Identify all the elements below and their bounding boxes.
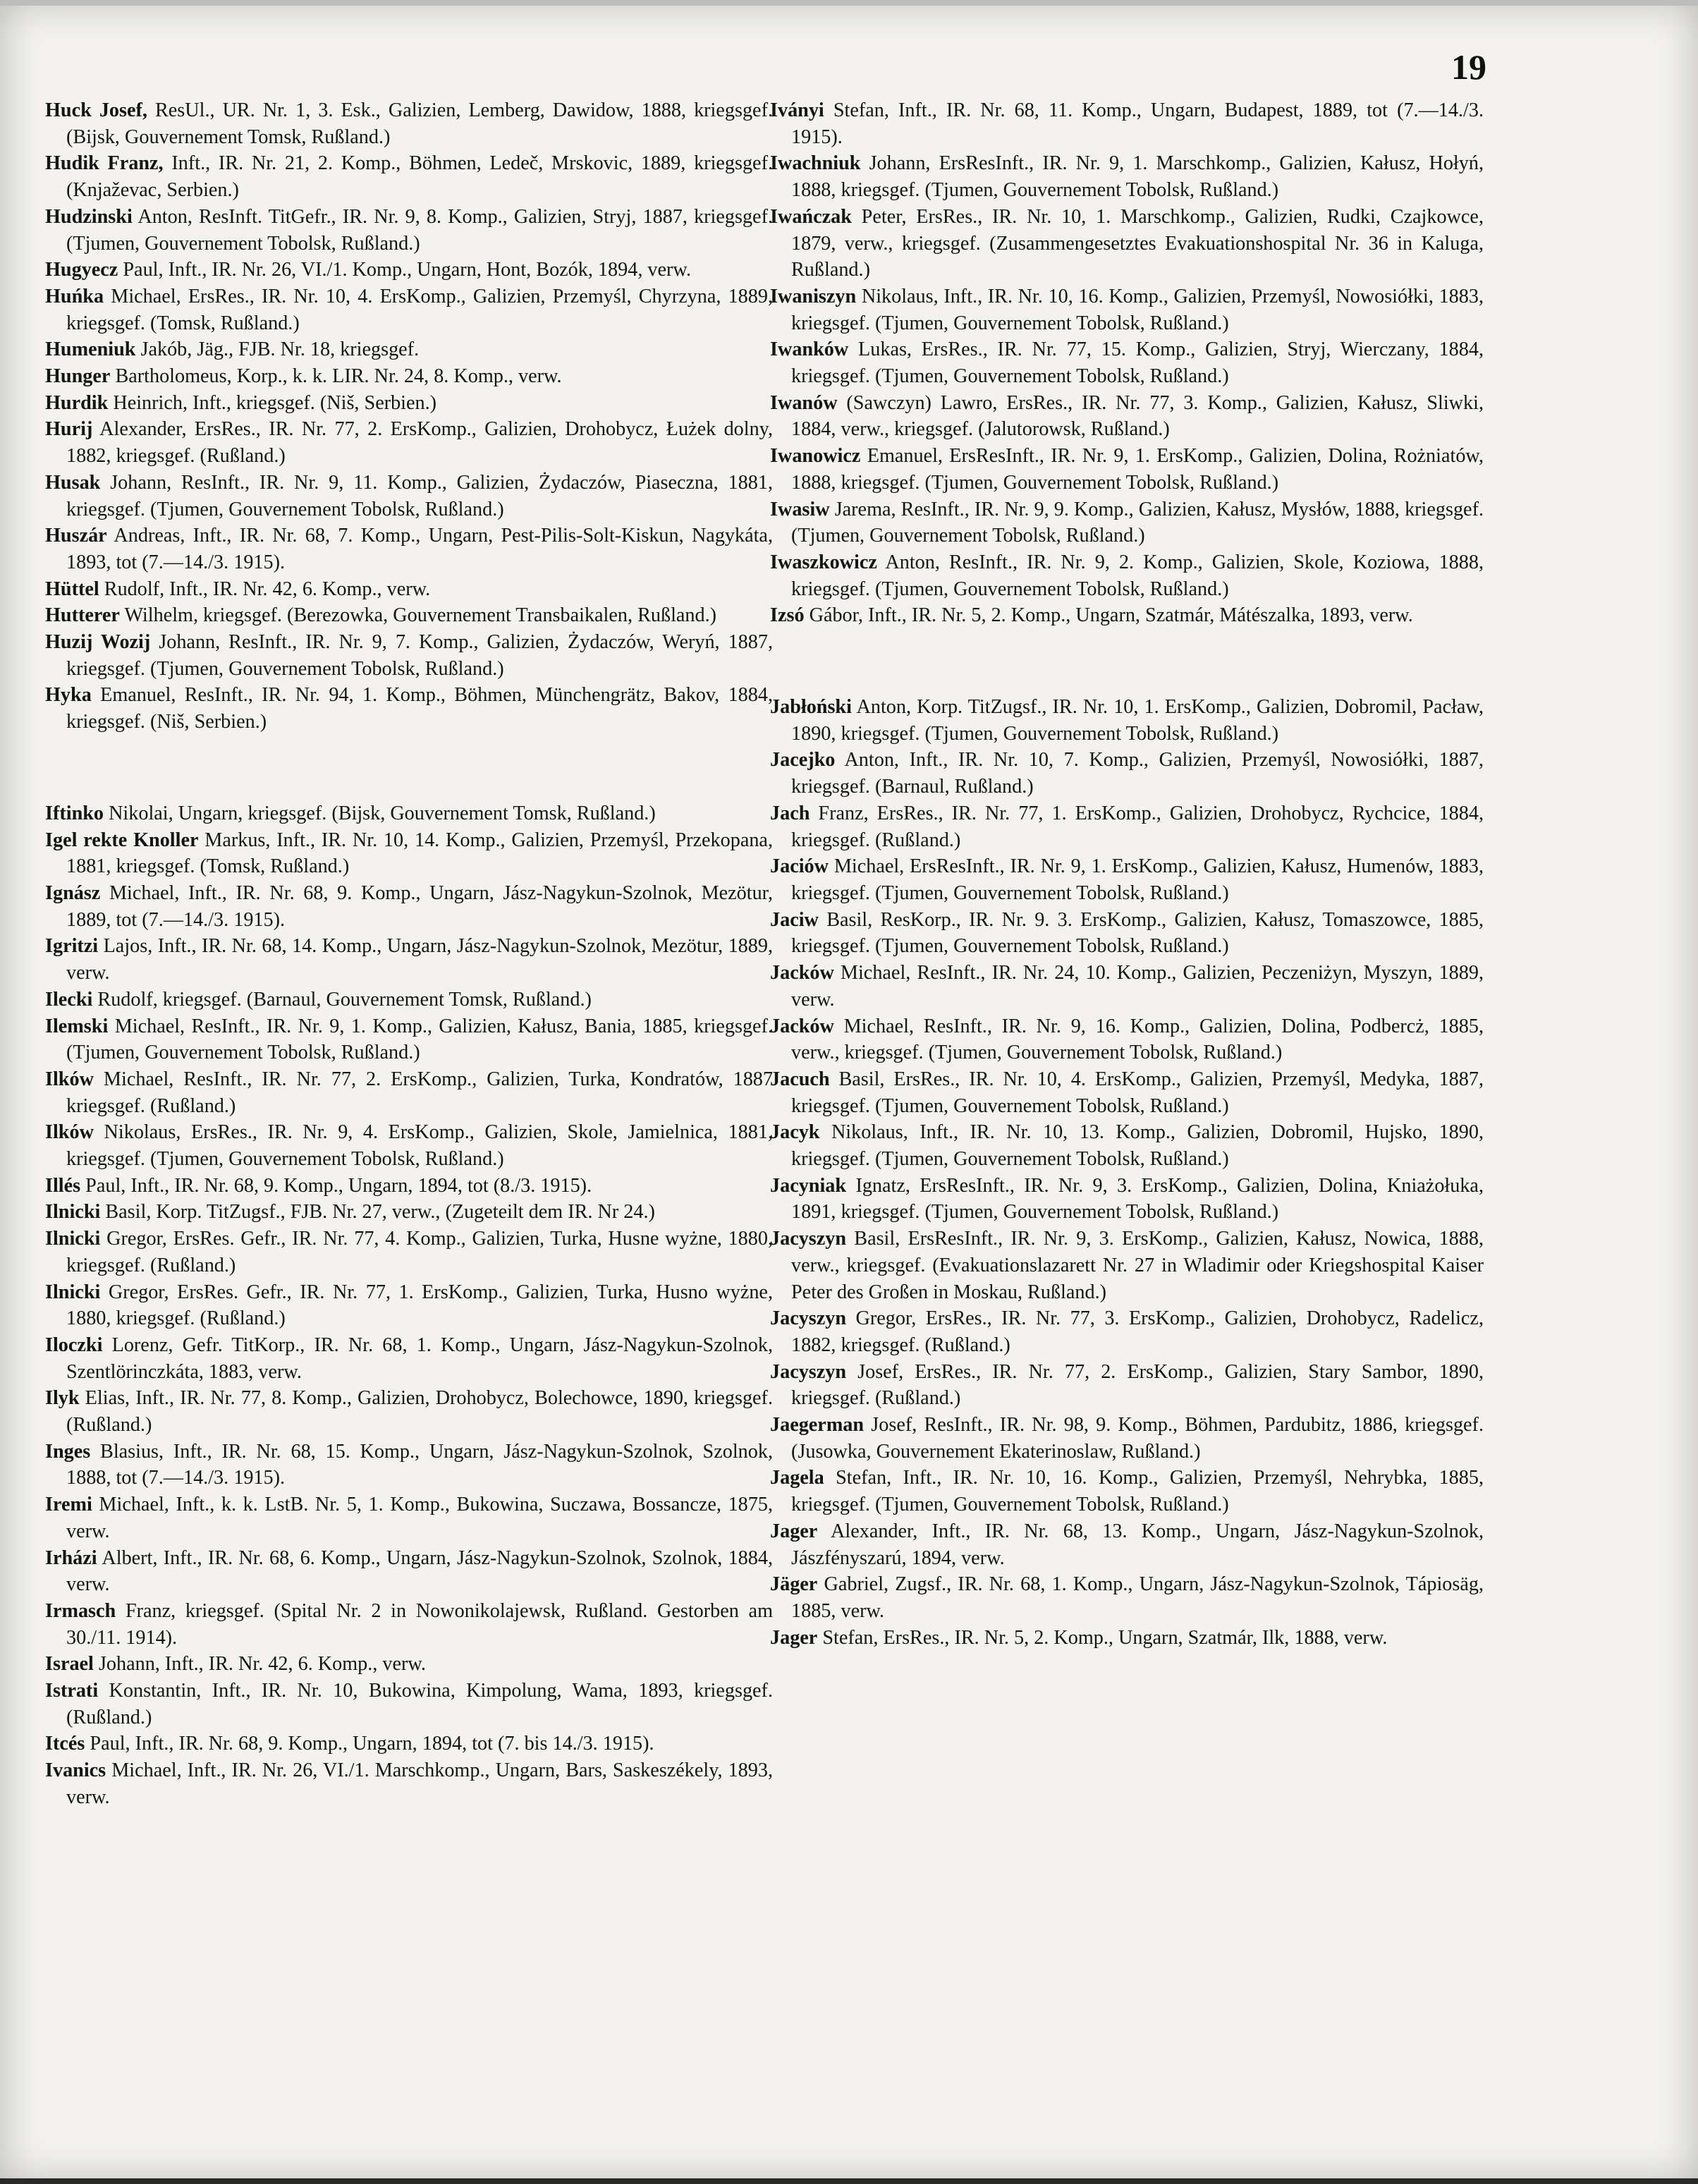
list-entry: [770, 1173, 1484, 1226]
entry-details: Lukas, ErsRes., IR. Nr. 77, 15. Komp., Galizien, Stryj, Wierczany, 1884, kriegsgef. (Tjumen, Gouvernement Tobolsk, Rußland.): [791, 338, 1484, 388]
entry-details: Johann, ResInft., IR. Nr. 9, 11. Komp., Galizien, Żydaczów, Piaseczna, 1881, kriegsgef. (Tjumen, Gouvernement Tobolsk, Rußland.): [66, 471, 773, 520]
entry-surname: Ilków: [45, 1121, 94, 1144]
entry-details: Jakób, Jäg., FJB. Nr. 18, kriegsgef.: [135, 338, 420, 361]
list-entry: [45, 416, 773, 469]
entry-surname: Ivanics: [45, 1759, 106, 1782]
list-entry: [770, 1465, 1484, 1518]
entry-details: Andreas, Inft., IR. Nr. 68, 7. Komp., Ungarn, Pest-Pilis-Solt-Kiskun, Nagykáta, 1893, tot (7.—14./3. 1915).: [66, 525, 773, 573]
list-entry: [770, 1571, 1484, 1624]
list-entry: [45, 1757, 773, 1810]
entry-surname: Iwanowicz: [770, 445, 861, 468]
entry-details: Anton, ResInft. TitGefr., IR. Nr. 9, 8. Komp., Galizien, Stryj, 1887, kriegsgef. (Tjumen, Gouvernement Tobolsk, Rußland.): [66, 205, 773, 255]
entry-details: Johann, ResInft., IR. Nr. 9, 7. Komp., Galizien, Żydaczów, Weryń, 1887, kriegsgef. (Tjumen, Gouvernement Tobolsk, Rußland.): [66, 631, 774, 680]
section-gap: [770, 629, 1484, 694]
list-entry: [45, 602, 773, 629]
entry-surname: Ilemski: [45, 1015, 109, 1037]
list-entry: [45, 1731, 773, 1757]
list-entry: [45, 933, 773, 986]
entry-surname: Jacejko: [770, 749, 836, 771]
entry-details: Michael, ResInft., IR. Nr. 9, 1. Komp., Galizien, Kałusz, Bania, 1885, kriegsgef. (Tjumen, Gouvernement Tobolsk, Rußland.): [66, 1015, 773, 1064]
list-entry: [770, 1359, 1484, 1412]
list-entry: [770, 602, 1484, 629]
list-entry: [45, 682, 773, 735]
list-entry: [770, 204, 1484, 283]
entry-surname: Huńka: [45, 285, 104, 307]
entry-surname: Igritzi: [45, 935, 99, 958]
list-entry: [770, 283, 1484, 336]
list-entry: [770, 694, 1484, 747]
entry-details: Markus, Inft., IR. Nr. 10, 14. Komp., Galizien, Przemyśl, Przekopana, 1881, kriegsgef. (Tomsk, Rußland.): [66, 829, 773, 878]
list-entry: [45, 1066, 773, 1119]
list-entry: [770, 97, 1484, 150]
entry-surname: Hutterer: [45, 604, 120, 627]
list-entry: [45, 257, 773, 283]
list-entry: [45, 1173, 773, 1200]
list-entry: [45, 1226, 773, 1279]
list-entry: [45, 1439, 773, 1491]
entry-details: Rudolf, kriegsgef. (Barnaul, Gouvernement Tomsk, Rußland.): [92, 988, 592, 1011]
entry-surname: Hurdik: [45, 391, 109, 414]
entry-surname: Igel rekte Knoller: [45, 829, 199, 851]
entry-details: Ignatz, ErsResInft., IR. Nr. 9, 3. ErsKomp., Galizien, Dolina, Kniażołuka, 1891, kriegsgef. (Tjumen, Gouvernement Tobolsk, Rußland.): [791, 1174, 1484, 1224]
entry-details: Basil, ResKorp., IR. Nr. 9. 3. ErsKomp., Galizien, Kałusz, Tomaszowce, 1885, kriegsgef. (Tjumen, Gouvernement Tobolsk, Rußland.): [791, 908, 1484, 958]
list-entry: [770, 549, 1484, 602]
list-entry: [45, 1279, 773, 1332]
entry-surname: Hyka: [45, 684, 92, 707]
entry-details: Gabriel, Zugsf., IR. Nr. 68, 1. Komp., Ungarn, Jász-Nagykun-Szolnok, Tápiosäg, 1885, verw.: [791, 1573, 1484, 1622]
entry-surname: Iwachniuk: [770, 152, 861, 175]
entry-details: Anton, Inft., IR. Nr. 10, 7. Komp., Galizien, Przemyśl, Nowosiółki, 1887, kriegsgef. (Barnaul, Rußland.): [791, 749, 1484, 798]
entry-surname: Hugyecz: [45, 259, 118, 281]
entry-details: Lorenz, Gefr. TitKorp., IR. Nr. 68, 1. Komp., Ungarn, Jász-Nagykun-Szolnok, Szentlörinczkáta, 1883, verw.: [66, 1334, 773, 1383]
entry-surname: Jager: [770, 1520, 818, 1542]
list-entry: [45, 629, 773, 682]
list-entry: [45, 283, 773, 336]
list-entry: [770, 1119, 1484, 1172]
entry-details: Nikolaus, Inft., IR. Nr. 10, 16. Komp., Galizien, Przemyśl, Nowosiółki, 1883, kriegsgef. (Tjumen, Gouvernement Tobolsk, Rußland.): [791, 285, 1484, 334]
list-entry: [45, 987, 773, 1013]
entry-surname: Jäger: [770, 1573, 818, 1596]
list-entry: [45, 97, 773, 150]
entry-surname: Irmasch: [45, 1599, 116, 1622]
entry-surname: Jacków: [770, 1015, 834, 1037]
entry-surname: Jaciów: [770, 855, 829, 878]
list-entry: [45, 576, 773, 603]
list-entry: [45, 880, 773, 933]
entry-details: (Sawczyn) Lawro, ErsRes., IR. Nr. 77, 3. Komp., Galizien, Kałusz, Sliwki, 1884, verw., kriegsgef. (Jalutorowsk, Rußland.): [791, 391, 1484, 441]
list-entry: [45, 800, 773, 827]
list-entry: [45, 390, 773, 417]
entry-details: Emanuel, ErsResInft., IR. Nr. 9, 1. ErsKomp., Galizien, Dolina, Rożniatów, 1888, kriegsgef. (Tjumen, Gouvernement Tobolsk, Rußland.): [791, 445, 1484, 494]
entry-surname: Humeniuk: [45, 338, 136, 361]
entry-surname: Jabłoński: [770, 696, 852, 719]
entry-details: Alexander, ErsRes., IR. Nr. 77, 2. ErsKomp., Galizien, Drohobycz, Łużek dolny, 1882, kriegsgef. (Rußland.): [66, 418, 773, 468]
entry-surname: Iwanków: [770, 338, 849, 361]
list-entry: [770, 1226, 1484, 1305]
list-entry: [770, 1066, 1484, 1119]
entry-surname: Hudik Franz,: [45, 152, 164, 175]
list-entry: [770, 390, 1484, 443]
list-entry: [45, 1013, 773, 1066]
entry-surname: Ilnicki: [45, 1281, 101, 1303]
entry-surname: Jaegerman: [770, 1414, 865, 1436]
entry-details: Michael, Inft., IR. Nr. 68, 9. Komp., Ungarn, Jász-Nagykun-Szolnok, Mezötur, 1889, tot (7.—14./3. 1915).: [66, 881, 773, 931]
entry-details: Gábor, Inft., IR. Nr. 5, 2. Komp., Ungarn, Szatmár, Mátészalka, 1893, verw.: [804, 604, 1413, 627]
left-column: [45, 97, 773, 1811]
list-entry: [770, 1625, 1484, 1652]
entry-details: Anton, ResInft., IR. Nr. 9, 2. Komp., Galizien, Skole, Koziowa, 1888, kriegsgef. (Tjumen, Gouvernement Tobolsk, Rußland.): [791, 551, 1484, 600]
list-entry: [45, 1385, 773, 1438]
list-entry: [770, 1013, 1484, 1066]
entry-surname: Istrati: [45, 1680, 99, 1702]
list-entry: [770, 443, 1484, 496]
entry-surname: Jager: [770, 1626, 818, 1649]
entry-details: Basil, Korp. TitZugsf., FJB. Nr. 27, verw., (Zugeteilt dem IR. Nr 24.): [100, 1201, 655, 1224]
entry-details: Bartholomeus, Korp., k. k. LIR. Nr. 24, 8. Komp., verw.: [110, 365, 562, 388]
entry-surname: Husak: [45, 471, 101, 494]
entry-surname: Hudzinski: [45, 205, 133, 228]
entry-surname: Israel: [45, 1653, 94, 1676]
list-entry: [770, 1412, 1484, 1465]
list-entry: [45, 363, 773, 390]
entry-details: Michael, ResInft., IR. Nr. 77, 2. ErsKomp., Galizien, Turka, Kondratów, 1887 kriegsgef. (Rußland.): [66, 1068, 773, 1117]
list-entry: [45, 827, 773, 880]
entry-details: Gregor, ErsRes., IR. Nr. 77, 3. ErsKomp., Galizien, Drohobycz, Radelicz, 1882, kriegsgef. (Rußland.): [791, 1307, 1484, 1356]
entry-surname: Hüttel: [45, 578, 99, 600]
entry-surname: Jaciw: [770, 908, 819, 931]
entry-details: Elias, Inft., IR. Nr. 77, 8. Komp., Galizien, Drohobycz, Bolechowce, 1890, kriegsgef. (Rußland.): [66, 1387, 773, 1436]
entry-surname: Ilnicki: [45, 1228, 101, 1250]
list-entry: [45, 1678, 773, 1731]
entry-surname: Jacuch: [770, 1068, 830, 1090]
entry-surname: Iwanów: [770, 391, 838, 414]
entry-surname: Ignász: [45, 881, 101, 904]
entry-surname: Jacyszyn: [770, 1228, 847, 1250]
entry-details: Michael, ResInft., IR. Nr. 9, 16. Komp., Galizien, Dolina, Podbercż, 1885, verw., kriegsgef. (Tjumen, Gouvernement Tobolsk, Rußland.): [791, 1015, 1484, 1064]
entry-details: Heinrich, Inft., kriegsgef. (Niš, Serbien.): [108, 391, 437, 414]
entry-details: Nikolaus, Inft., IR. Nr. 10, 13. Komp., Galizien, Dobromil, Hujsko, 1890, kriegsgef. (Tjumen, Gouvernement Tobolsk, Rußland.): [791, 1121, 1484, 1171]
entry-surname: Irházi: [45, 1547, 97, 1569]
entry-details: Johann, ErsResInft., IR. Nr. 9, 1. Marschkomp., Galizien, Kałusz, Hołyń, 1888, kriegsgef. (Tjumen, Gouvernement Tobolsk, Rußland.): [791, 152, 1484, 202]
list-entry: [770, 907, 1484, 960]
entry-details: Peter, ErsRes., IR. Nr. 10, 1. Marschkomp., Galizien, Rudki, Czajkowce, 1879, verw., kriegsgef. (Zusammengesetztes Evakuationshospital Nr. 36 in Kaluga, Rußland.): [791, 205, 1484, 281]
entry-surname: Huszár: [45, 525, 107, 547]
entry-details: Michael, ErsRes., IR. Nr. 10, 4. ErsKomp., Galizien, Przemyśl, Chyrzyna, 1889, kriegsgef. (Tomsk, Rußland.): [66, 285, 773, 334]
entry-surname: Iwańczak: [770, 205, 852, 228]
list-entry: [770, 1518, 1484, 1571]
list-entry: [45, 150, 773, 203]
entry-surname: Iremi: [45, 1494, 92, 1516]
scan-edge-bottom: [0, 2178, 1698, 2184]
entry-surname: Illés: [45, 1174, 81, 1197]
entry-details: Alexander, Inft., IR. Nr. 68, 13. Komp., Ungarn, Jász-Nagykun-Szolnok, Jászfényszarú, 1894, verw.: [791, 1520, 1484, 1569]
entry-details: Josef, ErsRes., IR. Nr. 77, 2. ErsKomp., Galizien, Stary Sambor, 1890, kriegsgef. (Rußland.): [791, 1360, 1484, 1410]
entry-surname: Izsó: [770, 604, 805, 627]
list-entry: [45, 1651, 773, 1678]
entry-surname: Jacyniak: [770, 1174, 847, 1197]
entry-details: Emanuel, ResInft., IR. Nr. 94, 1. Komp., Böhmen, Münchengrätz, Bakov, 1884, kriegsgef. (Niš, Serbien.): [66, 684, 773, 733]
entry-details: Nikolai, Ungarn, kriegsgef. (Bijsk, Gouvernement Tomsk, Rußland.): [104, 802, 656, 824]
entry-details: Michael, Inft., k. k. LstB. Nr. 5, 1. Komp., Bukowina, Suczawa, Bossancze, 1875, verw.: [66, 1494, 773, 1542]
entry-details: Michael, ErsResInft., IR. Nr. 9, 1. ErsKomp., Galizien, Kałusz, Humenów, 1883, kriegsgef. (Tjumen, Gouvernement Tobolsk, Rußland.): [791, 855, 1484, 904]
list-entry: [45, 1491, 773, 1544]
entry-details: Franz, ErsRes., IR. Nr. 77, 1. ErsKomp., Galizien, Drohobycz, Rychcice, 1884, kriegsgef. (Rußland.): [791, 802, 1484, 851]
entry-details: Gregor, ErsRes. Gefr., IR. Nr. 77, 1. ErsKomp., Galizien, Turka, Husno wyżne, 1880, kriegsgef. (Rußland.): [66, 1281, 773, 1330]
list-entry: [45, 1332, 773, 1385]
entry-details: Gregor, ErsRes. Gefr., IR. Nr. 77, 4. Komp., Galizien, Turka, Husne wyżne, 1880, kriegsgef. (Rußland.): [66, 1228, 773, 1276]
list-entry: [45, 523, 773, 575]
entry-surname: Jacków: [770, 962, 834, 984]
entry-surname: Ilnicki: [45, 1201, 101, 1224]
entry-surname: Iványi: [770, 99, 824, 121]
scan-edge-top: [0, 0, 1698, 6]
entry-surname: Iwaniszyn: [770, 285, 857, 307]
entry-surname: Jach: [770, 802, 810, 824]
entry-details: Franz, kriegsgef. (Spital Nr. 2 in Nowonikolajewsk, Rußland. Gestorben am 30./11. 1914).: [66, 1599, 773, 1649]
entry-details: Blasius, Inft., IR. Nr. 68, 15. Komp., Ungarn, Jász-Nagykun-Szolnok, Szolnok, 1888, tot (7.—14./3. 1915).: [66, 1440, 773, 1489]
entry-surname: Jagela: [770, 1467, 824, 1489]
entry-details: Johann, Inft., IR. Nr. 42, 6. Komp., verw.: [93, 1653, 426, 1676]
entry-surname: Ilecki: [45, 988, 93, 1011]
list-entry: [770, 960, 1484, 1013]
entry-details: Stefan, ErsRes., IR. Nr. 5, 2. Komp., Ungarn, Szatmár, Ilk, 1888, verw.: [817, 1626, 1388, 1649]
entry-details: Anton, Korp. TitZugsf., IR. Nr. 10, 1. ErsKomp., Galizien, Dobromil, Pacław, 1890, kriegsgef. (Tjumen, Gouvernement Tobolsk, Rußland.): [791, 696, 1484, 745]
entry-details: Josef, ResInft., IR. Nr. 98, 9. Komp., Böhmen, Pardubitz, 1886, kriegsgef. (Jusowka, Gouvernement Ekaterinoslaw, Rußland.): [791, 1414, 1484, 1463]
entry-surname: Iwasiw: [770, 498, 830, 520]
entry-surname: Iwaszkowicz: [770, 551, 877, 573]
entry-details: Stefan, Inft., IR. Nr. 68, 11. Komp., Ungarn, Budapest, 1889, tot (7.—14./3. 1915).: [791, 99, 1484, 148]
entry-details: Basil, ErsResInft., IR. Nr. 9, 3. ErsKomp., Galizien, Kałusz, Nowica, 1888, verw., kriegsgef. (Evakuationslazarett Nr. 27 in Wladimir oder Kriegshospital Kaiser Peter des Großen in Moskau, Rußland.): [791, 1228, 1484, 1303]
entry-details: Michael, ResInft., IR. Nr. 24, 10. Komp., Galizien, Peczeniżyn, Myszyn, 1889, verw.: [791, 962, 1484, 1011]
entry-surname: Inges: [45, 1440, 91, 1463]
list-entry: [770, 1305, 1484, 1358]
entry-surname: Hunger: [45, 365, 111, 388]
entry-surname: Jacyk: [770, 1121, 820, 1144]
entry-details: Nikolaus, ErsRes., IR. Nr. 9, 4. ErsKomp., Galizien, Skole, Jamielnica, 1881, kriegsgef. (Tjumen, Gouvernement Tobolsk, Rußland.): [66, 1121, 773, 1171]
entry-details: Wilhelm, kriegsgef. (Berezowka, Gouvernement Transbaikalen, Rußland.): [119, 604, 717, 627]
list-entry: [45, 1545, 773, 1598]
list-entry: [45, 1598, 773, 1651]
entry-surname: Huck Josef,: [45, 99, 147, 121]
entry-details: Inft., IR. Nr. 21, 2. Komp., Böhmen, Ledeč, Mrskovic, 1889, kriegsgef. (Knjaževac, Serbien.): [66, 152, 774, 202]
entry-surname: Hurij: [45, 418, 93, 441]
entry-surname: Iftinko: [45, 802, 104, 824]
list-entry: [770, 800, 1484, 853]
list-entry: [770, 496, 1484, 549]
entry-details: Lajos, Inft., IR. Nr. 68, 14. Komp., Ungarn, Jász-Nagykun-Szolnok, Mezötur, 1889, verw.: [66, 935, 773, 984]
entry-surname: Huzij Wozij: [45, 631, 151, 654]
section-gap: [45, 736, 773, 800]
entry-details: Rudolf, Inft., IR. Nr. 42, 6. Komp., verw.: [99, 578, 431, 600]
entry-details: Michael, Inft., IR. Nr. 26, VI./1. Marschkomp., Ungarn, Bars, Saskeszékely, 1893, verw.: [66, 1759, 773, 1808]
entry-surname: Jacyszyn: [770, 1307, 847, 1330]
list-entry: [45, 1199, 773, 1226]
entry-details: Basil, ErsRes., IR. Nr. 10, 4. ErsKomp., Galizien, Przemyśl, Medyka, 1887, kriegsgef. (Tjumen, Gouvernement Tobolsk, Rußland.): [791, 1068, 1484, 1117]
entry-details: Jarema, ResInft., IR. Nr. 9, 9. Komp., Galizien, Kałusz, Mysłów, 1888, kriegsgef. (Tjumen, Gouvernement Tobolsk, Rußland.): [791, 498, 1484, 547]
entry-details: Paul, Inft., IR. Nr. 68, 9. Komp., Ungarn, 1894, tot (8./3. 1915).: [80, 1174, 592, 1197]
entry-surname: Iloczki: [45, 1334, 103, 1356]
list-entry: [770, 747, 1484, 800]
list-entry: [770, 336, 1484, 389]
entry-details: ResUl., UR. Nr. 1, 3. Esk., Galizien, Lemberg, Dawidow, 1888, kriegsgef. (Bijsk, Gouvernement Tomsk, Rußland.): [66, 99, 773, 148]
list-entry: [45, 1119, 773, 1172]
list-entry: [45, 336, 773, 363]
entry-details: Stefan, Inft., IR. Nr. 10, 16. Komp., Galizien, Przemyśl, Nehrybka, 1885, kriegsgef. (Tjumen, Gouvernement Tobolsk, Rußland.): [791, 1467, 1484, 1516]
entry-surname: Jacyszyn: [770, 1360, 847, 1383]
entry-details: Paul, Inft., IR. Nr. 26, VI./1. Komp., Ungarn, Hont, Bozók, 1894, verw.: [118, 259, 691, 281]
entry-details: Albert, Inft., IR. Nr. 68, 6. Komp., Ungarn, Jász-Nagykun-Szolnok, Szolnok, 1884, verw.: [66, 1547, 773, 1596]
entry-surname: Itcés: [45, 1733, 85, 1755]
entry-details: Konstantin, Inft., IR. Nr. 10, Bukowina, Kimpolung, Wama, 1893, kriegsgef. (Rußland.): [66, 1680, 773, 1728]
list-entry: [770, 150, 1484, 203]
right-column: [770, 97, 1484, 1651]
entry-details: Paul, Inft., IR. Nr. 68, 9. Komp., Ungarn, 1894, tot (7. bis 14./3. 1915).: [85, 1733, 654, 1755]
entry-surname: Ilyk: [45, 1387, 80, 1410]
page-number: 19: [1451, 47, 1486, 87]
list-entry: [45, 204, 773, 257]
list-entry: [770, 853, 1484, 906]
entry-surname: Ilków: [45, 1068, 94, 1090]
list-entry: [45, 470, 773, 523]
